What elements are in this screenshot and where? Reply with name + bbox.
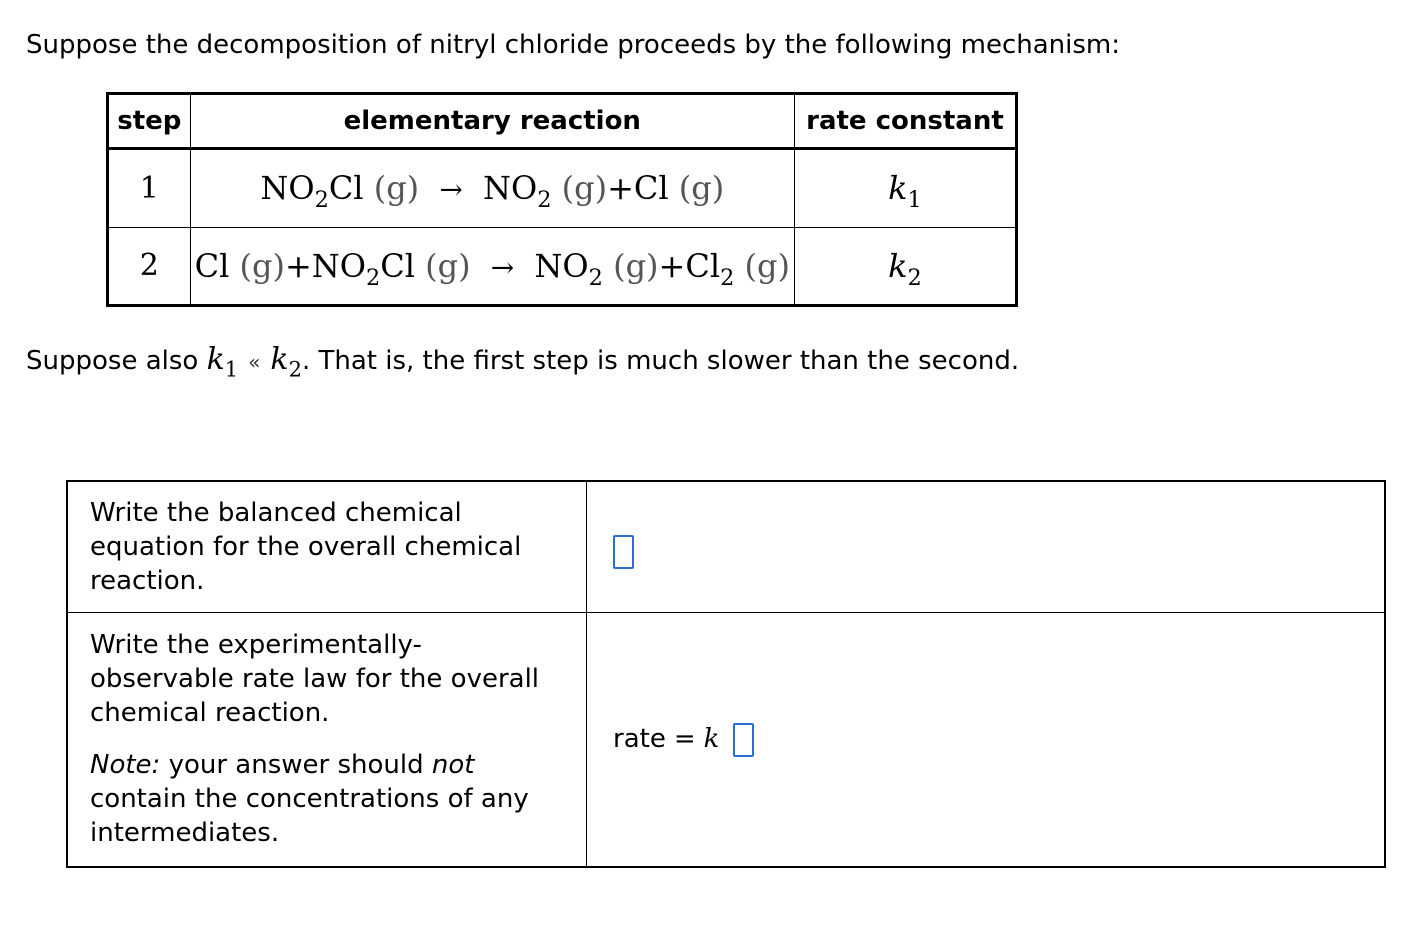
mechanism-header-row [108,94,1017,149]
header-step: step [108,94,191,149]
reaction-arrow: → [490,250,515,284]
species-no2: $NO_2$ (g) [482,169,608,214]
answer-cell [587,481,1386,613]
question-prompt: Write the experimentally-observable rate law for the overall chemical reaction. Note: your answer should not contain the concentrations of any intermediates. [67,613,587,867]
answer-cell [587,613,1386,867]
mechanism-row-2 [108,227,1017,306]
species-cl: Cl (g) [194,246,285,285]
plus-sign: + [658,246,686,285]
rate-label: rate [613,724,666,754]
note-text: Note: your answer should not contain the concentrations of any intermediates. [90,750,529,849]
elementary-reaction-1 [190,149,794,228]
question-table [66,480,1386,868]
species-no2cl: $NO_2Cl$ (g) [260,169,420,214]
reaction-arrow: → [439,173,463,207]
rate-constant-1: $k_1$ [794,149,1016,228]
overall-equation-input[interactable] [613,535,634,569]
question-row-rate-law [67,613,1385,867]
species-no2cl: $NO_2Cl$ (g) [311,246,471,291]
k1-symbol: $k_1$ [206,342,239,382]
chem-equation [260,169,725,214]
elementary-reaction-2 [190,227,794,306]
species-cl: Cl (g) [633,169,725,208]
much-less-than-sign: « [248,350,261,374]
header-elementary-reaction: elementary reaction [190,94,794,149]
rate-constant-2: $k_2$ [794,227,1016,306]
plus-sign: + [284,246,312,285]
intro-text: Suppose the decomposition of nitryl chloride proceeds by the following mechanism: [26,30,1121,60]
mechanism-table [106,92,1018,307]
chem-equation [194,246,790,291]
species-cl2: $Cl_2$ (g) [685,246,790,291]
question-prompt: Write the balanced chemical equation for the overall chemical reaction. [67,481,587,613]
step-number: 2 [108,227,191,306]
rate-law-input[interactable] [733,723,754,757]
k2-symbol: $k_2$ [270,342,302,382]
assumption-text: Suppose also $k_1$ « $k_2$. That is, the first step is much slower than the second. [26,342,1020,382]
rate-law-expression [613,724,754,754]
step-number: 1 [108,149,191,228]
rate-constant-k: k [703,724,720,754]
header-rate-constant: rate constant [794,94,1016,149]
equals-sign: = [673,724,696,754]
plus-sign: + [607,169,634,208]
species-no2: $NO_2$ (g) [534,246,659,291]
mechanism-row-1 [108,149,1017,228]
question-row-overall-equation [67,481,1385,613]
